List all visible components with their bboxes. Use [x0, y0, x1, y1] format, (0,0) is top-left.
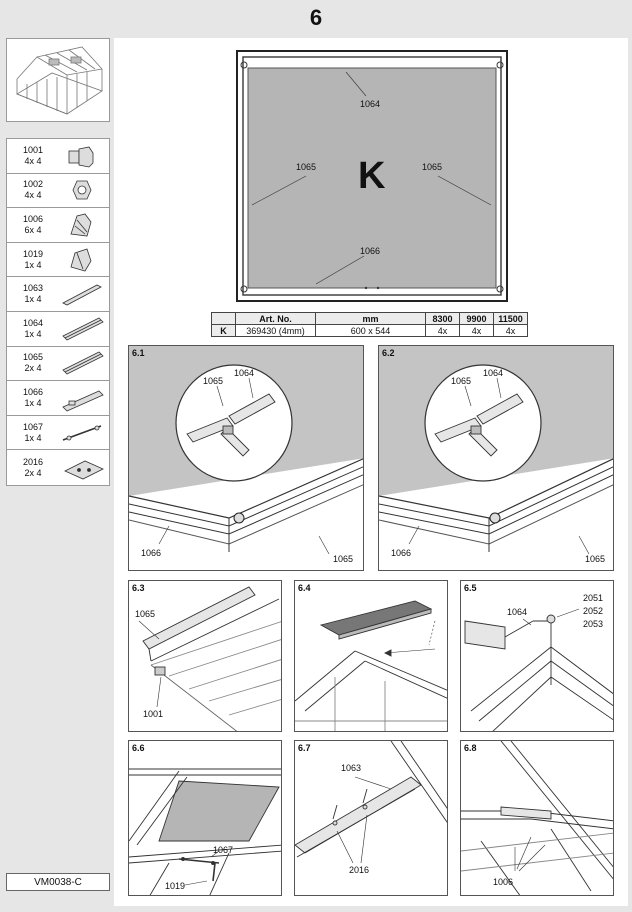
label-a: 1067	[213, 845, 234, 855]
step-number: 6	[309, 5, 323, 30]
step-6-3-drawing	[129, 581, 282, 732]
table-cell: K	[212, 325, 236, 337]
profile-icon	[59, 314, 109, 344]
bracket-icon	[59, 453, 109, 483]
label-b: 1001	[143, 709, 164, 719]
part-1063	[7, 277, 109, 312]
part-number: 2016	[22, 456, 44, 467]
table-cell: 369430 (4mm)	[236, 325, 316, 337]
spec-table	[211, 312, 528, 337]
part-1002	[7, 174, 109, 209]
part-1067	[7, 416, 109, 451]
step-6-7-drawing	[295, 741, 448, 896]
label-a: 1065	[451, 376, 472, 386]
profile-icon	[59, 383, 109, 413]
clip-icon	[59, 245, 109, 275]
label-right: 1065	[422, 162, 443, 172]
label-a: 1063	[341, 763, 362, 773]
part-number: 1001	[22, 144, 44, 155]
label-top: 1064	[360, 99, 381, 109]
part-number: 1063	[22, 283, 44, 294]
step-6-2-drawing	[379, 346, 614, 571]
clip-icon	[59, 210, 109, 240]
part-1001	[7, 139, 109, 174]
step-6-4-drawing	[295, 581, 448, 732]
step-6-5-panel	[460, 580, 614, 732]
table-cell: 4x	[426, 325, 460, 337]
step-label: 6.5	[464, 583, 477, 593]
part-quantity: 1x 4	[24, 432, 42, 443]
label-left: 1065	[296, 162, 317, 172]
label-b: 2051	[583, 593, 604, 603]
part-quantity: 4x 4	[24, 190, 42, 201]
step-6-1-drawing	[129, 346, 364, 571]
step-6-3-panel	[128, 580, 282, 732]
part-1066	[7, 381, 109, 416]
table-header	[212, 313, 236, 325]
part-1065	[7, 347, 109, 382]
step-6-6-panel	[128, 740, 282, 896]
step-6-5-drawing	[461, 581, 614, 732]
label-c: 2052	[583, 606, 604, 616]
pane-letter: K	[358, 155, 386, 197]
step-label: 6.1	[132, 348, 145, 358]
label-b: 1019	[165, 881, 186, 891]
profile-icon	[59, 348, 109, 378]
label-c: 1066	[391, 548, 412, 558]
step-6-7-panel	[294, 740, 448, 896]
document-id: VM0038-C	[6, 873, 110, 891]
label-a: 1064	[507, 607, 528, 617]
part-quantity: 1x 4	[24, 294, 42, 305]
part-1064	[7, 312, 109, 347]
step-label: 6.8	[464, 743, 477, 753]
label-bottom: 1066	[360, 246, 381, 256]
table-header: 9900	[460, 313, 494, 325]
label-b: 2016	[349, 865, 370, 875]
part-quantity: 2x 4	[24, 467, 42, 478]
table-row	[212, 325, 528, 337]
pane-k-diagram	[236, 50, 508, 302]
step-label: 6.7	[298, 743, 311, 753]
table-header: 8300	[426, 313, 460, 325]
step-label: 6.4	[298, 583, 311, 593]
step-6-4-panel	[294, 580, 448, 732]
label-a: 1006	[493, 877, 514, 887]
greenhouse-thumbnail	[6, 38, 110, 122]
table-header: Art. No.	[236, 313, 316, 325]
part-number: 1066	[22, 386, 44, 397]
nut-icon	[59, 175, 109, 205]
step-label: 6.2	[382, 348, 395, 358]
table-header: mm	[316, 313, 426, 325]
profile-icon	[59, 279, 109, 309]
label-d: 1065	[585, 554, 606, 564]
part-number: 1065	[22, 352, 44, 363]
label-b: 1064	[483, 368, 504, 378]
part-number: 1002	[22, 179, 44, 190]
part-2016	[7, 450, 109, 485]
bolt-icon	[59, 141, 109, 171]
label-c: 1066	[141, 548, 162, 558]
step-label: 6.3	[132, 583, 145, 593]
part-quantity: 6x 4	[24, 224, 42, 235]
step-6-8-panel	[460, 740, 614, 896]
label-b: 1064	[234, 368, 255, 378]
label-a: 1065	[135, 609, 156, 619]
greenhouse-drawing	[7, 39, 111, 123]
step-6-6-drawing	[129, 741, 282, 896]
part-number: 1019	[22, 248, 44, 259]
table-cell: 600 x 544	[316, 325, 426, 337]
rod-icon	[59, 418, 109, 448]
step-label: 6.6	[132, 743, 145, 753]
part-number: 1067	[22, 421, 44, 432]
part-quantity: 1x 4	[24, 259, 42, 270]
label-d: 2053	[583, 619, 604, 629]
step-header	[0, 0, 632, 36]
part-1006	[7, 208, 109, 243]
part-1019	[7, 243, 109, 278]
part-quantity: 1x 4	[24, 328, 42, 339]
part-quantity: 1x 4	[24, 397, 42, 408]
parts-list	[6, 138, 110, 486]
table-header-row	[212, 313, 528, 325]
part-quantity: 2x 4	[24, 363, 42, 374]
table-cell: 4x	[460, 325, 494, 337]
part-quantity: 4x 4	[24, 155, 42, 166]
part-number: 1064	[22, 317, 44, 328]
part-number: 1006	[22, 213, 44, 224]
label-a: 1065	[203, 376, 224, 386]
step-6-8-drawing	[461, 741, 614, 896]
table-header: 11500	[494, 313, 528, 325]
step-6-2-panel	[378, 345, 614, 571]
label-d: 1065	[333, 554, 354, 564]
step-6-1-panel	[128, 345, 364, 571]
table-cell: 4x	[494, 325, 528, 337]
